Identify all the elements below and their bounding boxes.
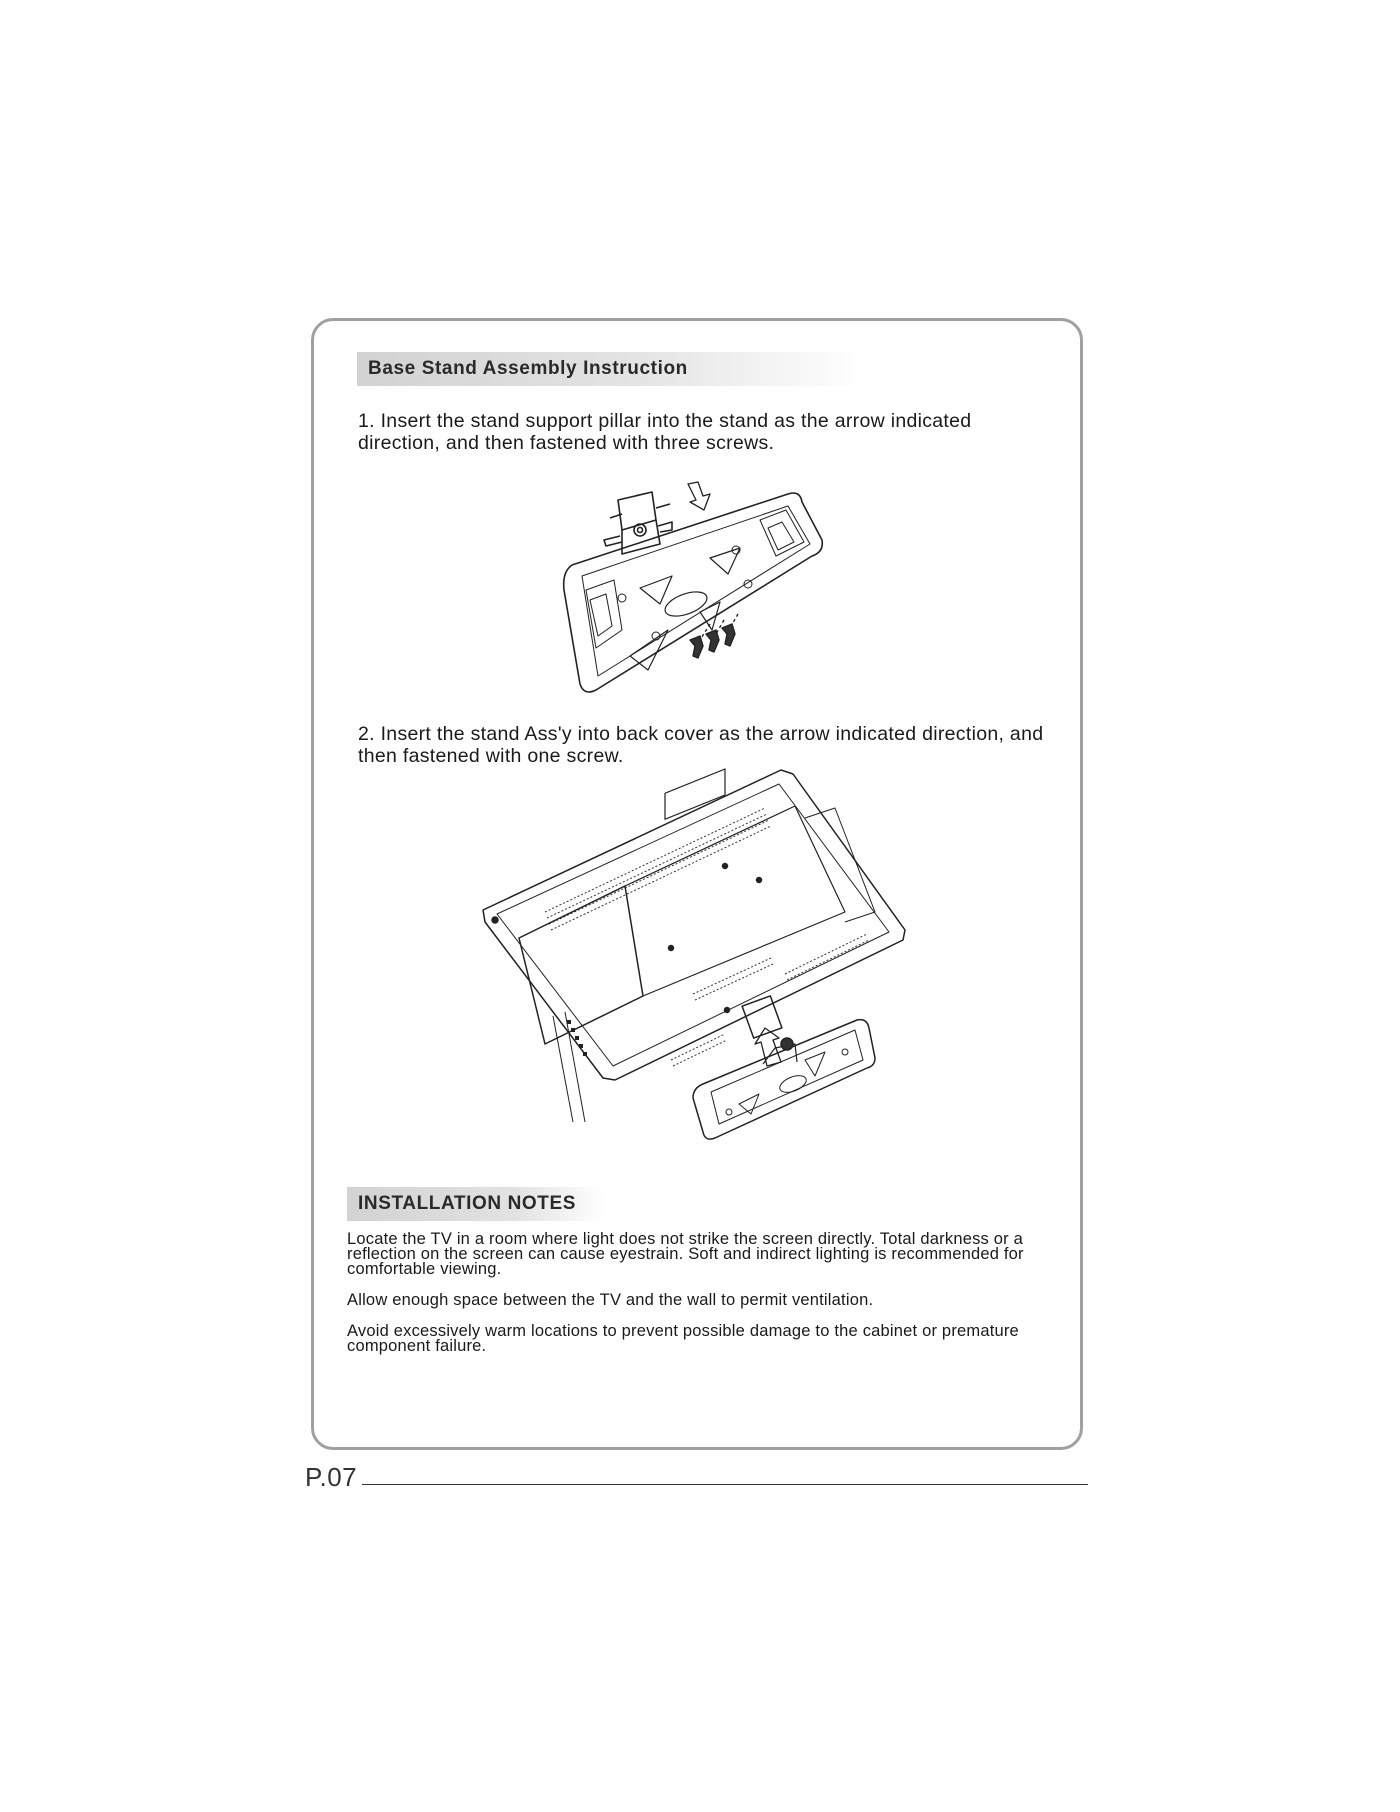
installation-notes-title: INSTALLATION NOTES [347,1187,605,1221]
installation-note-3: Avoid excessively warm locations to prevent possible damage to the cabinet or premature component failure. [347,1322,1019,1355]
stand-base-pillar-illustration [560,480,850,700]
assembly-section-title: Base Stand Assembly Instruction [357,352,865,386]
assembly-step-2: 2. Insert the stand Ass'y into back cover as the arrow indicated direction, and then fastened with one screw. [358,723,1044,767]
installation-note-1: Locate the TV in a room where light does not strike the screen directly. Total darkness or a reflection on the screen can cause eyestrain. Soft and indirect lighting is recommended for comfortable viewing. [347,1230,1024,1278]
assembly-step-1: 1. Insert the stand support pillar into the stand as the arrow indicated direction, and then fastened with three screws. [358,410,972,454]
page-number: P.07 [305,1462,358,1492]
tv-back-cover-illustration [475,762,915,1147]
footer-rule [362,1484,1088,1485]
installation-note-2: Allow enough space between the TV and the wall to permit ventilation. [347,1291,874,1309]
